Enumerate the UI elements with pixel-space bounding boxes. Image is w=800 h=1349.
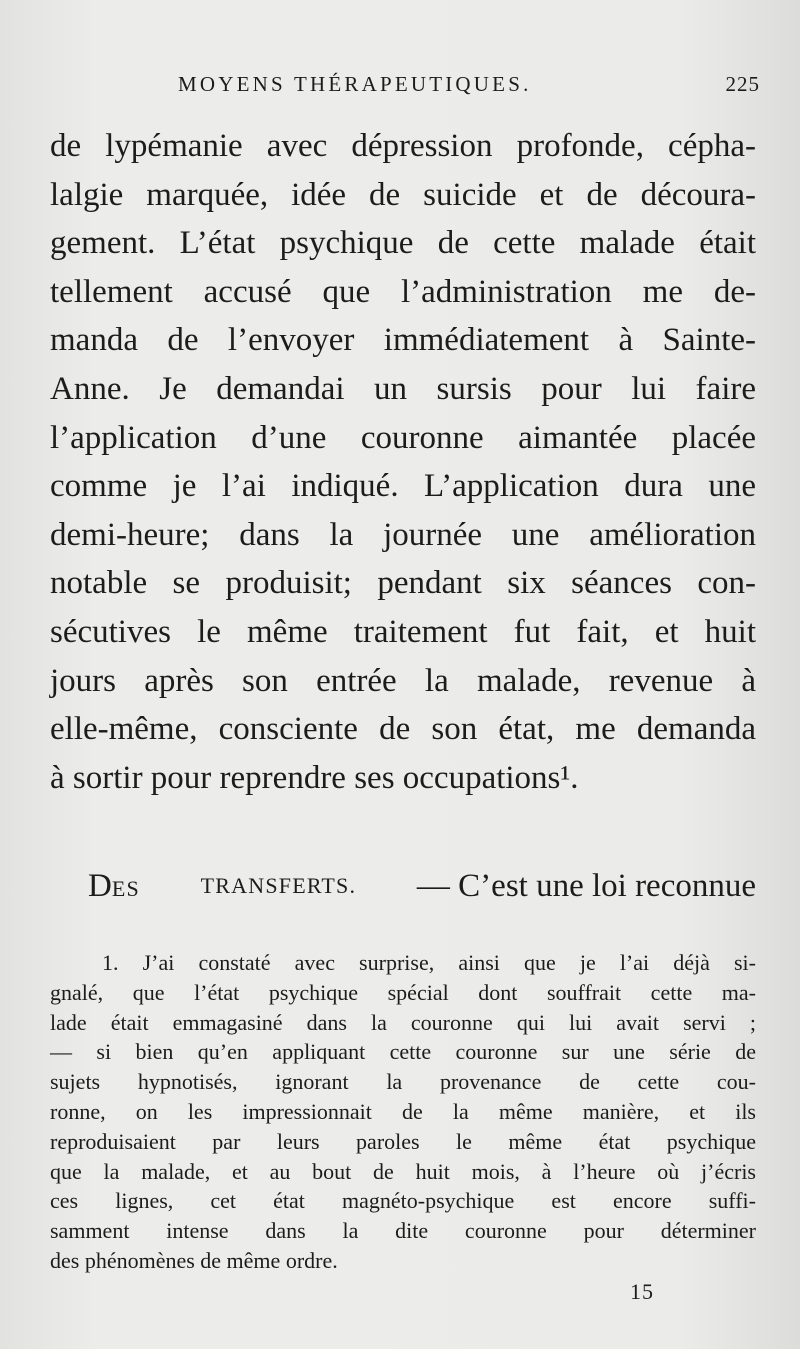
body-line: l’application d’une couronne aimantée placée: [50, 419, 756, 456]
body-line: gement. L’état psychique de cette malade était: [50, 225, 756, 262]
heading-continuation: — C’est une loi reconnue: [416, 868, 756, 904]
footnote-line: 1. J’ai constaté avec surprise, ainsi que je l’ai déjà si-: [102, 950, 756, 975]
footnote-line: ronne, on les impressionnait de la même manière, et ils: [50, 1098, 756, 1124]
footnote: [50, 948, 756, 1276]
body-line: comme je l’ai indiqué. L’application dura une: [50, 468, 756, 505]
footnote-line: — si bien qu’en appliquant cette couronne sur une série de: [50, 1039, 756, 1065]
body-line: lalgie marquée, idée de suicide et de découra-: [50, 176, 756, 213]
signature-mark: 15: [630, 1279, 654, 1304]
footnote-line: reproduisaient par leurs paroles le même état psychique: [50, 1128, 756, 1154]
footnote-line: gnalé, que l’état psychique spécial dont souffrait cette ma-: [50, 979, 756, 1005]
heading-second-word: TRANSFERTS.: [200, 873, 357, 898]
footnote-line: ces lignes, cet état magnéto-psychique est encore suffi-: [50, 1188, 756, 1214]
section-heading: [88, 862, 756, 910]
running-title: MOYENS THÉRAPEUTIQUES.: [178, 72, 532, 96]
footnote-line: lade était emmagasiné dans la couronne qui lui avait servi ;: [50, 1009, 756, 1035]
body-line: elle-même, consciente de son état, me demanda: [50, 711, 756, 748]
footnote-line: sujets hypnotisés, ignorant la provenance de cette cou-: [50, 1069, 756, 1095]
page-number: 225: [725, 72, 760, 96]
footnote-line: samment intense dans la dite couronne pour déterminer: [50, 1218, 756, 1244]
body-line: à sortir pour reprendre ses occupations¹.: [50, 759, 579, 796]
body-line: notable se produisit; pendant six séances con-: [50, 565, 756, 602]
footnote-line: des phénomènes de même ordre.: [50, 1247, 338, 1273]
heading-first-word: [88, 862, 140, 910]
body-line: sécutives le même traitement fut fait, et huit: [50, 613, 756, 650]
body-line: Anne. Je demandai un sursis pour lui faire: [50, 370, 756, 407]
body-line: demi-heure; dans la journée une amélioration: [50, 516, 756, 553]
body-line: jours après son entrée la malade, revenue à: [50, 662, 756, 699]
body-line: manda de l’envoyer immédiatement à Sainte-: [50, 322, 756, 359]
heading-initial: D: [88, 868, 112, 904]
body-line: de lypémanie avec dépression profonde, cépha-: [50, 128, 756, 164]
body-line: tellement accusé que l’administration me de-: [50, 273, 756, 310]
body-text: [50, 122, 756, 802]
footnote-line: que la malade, et au bout de huit mois, à l’heure où j’écris: [50, 1158, 756, 1184]
running-head: [50, 72, 760, 102]
heading-first-word-rest: ES: [111, 876, 140, 901]
